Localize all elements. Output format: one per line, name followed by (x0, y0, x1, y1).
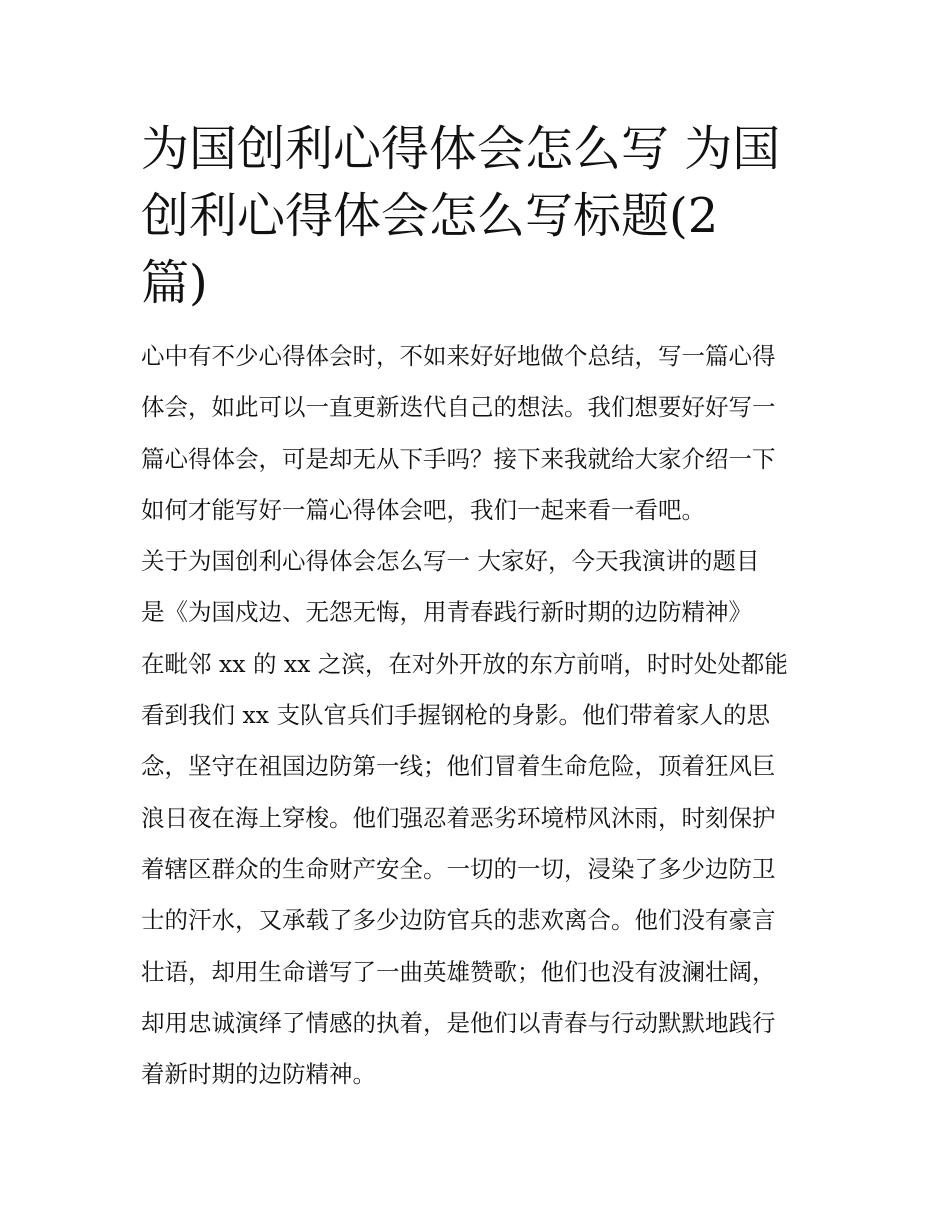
body-line: 着辖区群众的生命财产安全。一切的一切，浸染了多少边防卫 (141, 854, 776, 883)
body-line: 壮语，却用生命谱写了一曲英雄赞歌；他们也没有波澜壮阔， (141, 957, 776, 986)
body-line: 看到我们 xx 支队官兵们手握钢枪的身影。他们带着家人的思 (141, 701, 770, 730)
body-line: 在毗邻 xx 的 xx 之滨，在对外开放的东方前哨，时时处处都能 (141, 649, 788, 678)
document-page (141, 116, 813, 1100)
body-line: 着新时期的边防精神。 (141, 1060, 376, 1089)
body-line: 心中有不少心得体会时，不如来好好地做个总结，写一篇心得 (141, 342, 776, 370)
body-line: 念，坚守在祖国边防第一线；他们冒着生命危险，顶着狂风巨 (141, 752, 776, 781)
body-line: 体会，如此可以一直更新迭代自己的想法。我们想要好好写一 (141, 393, 776, 422)
title-line-2: 创利心得体会怎么写标题(2 (141, 188, 719, 244)
title-line-1: 为国创利心得体会怎么写 为国 (141, 121, 781, 177)
body-line: 浪日夜在海上穿梭。他们强忍着恶劣环境栉风沐雨，时刻保护 (141, 803, 776, 832)
title-line-3: 篇) (141, 255, 208, 311)
body-line: 却用忠诚演绎了情感的执着，是他们以青春与行动默默地践行 (141, 1008, 776, 1037)
document-title (141, 116, 813, 317)
body-line: 如何才能写好一篇心得体会吧，我们一起来看一看吧。 (141, 495, 705, 524)
body-line: 篇心得体会，可是却无从下手吗？接下来我就给大家介绍一下 (141, 444, 776, 473)
body-line: 士的汗水，又承载了多少边防官兵的悲欢离合。他们没有豪言 (141, 906, 776, 935)
document-body (141, 331, 813, 1100)
body-line: 是《为国戍边、无怨无悔，用青春践行新时期的边防精神》 (141, 598, 752, 627)
body-line: 关于为国创利心得体会怎么写一 大家好，今天我演讲的题目 (141, 547, 760, 576)
